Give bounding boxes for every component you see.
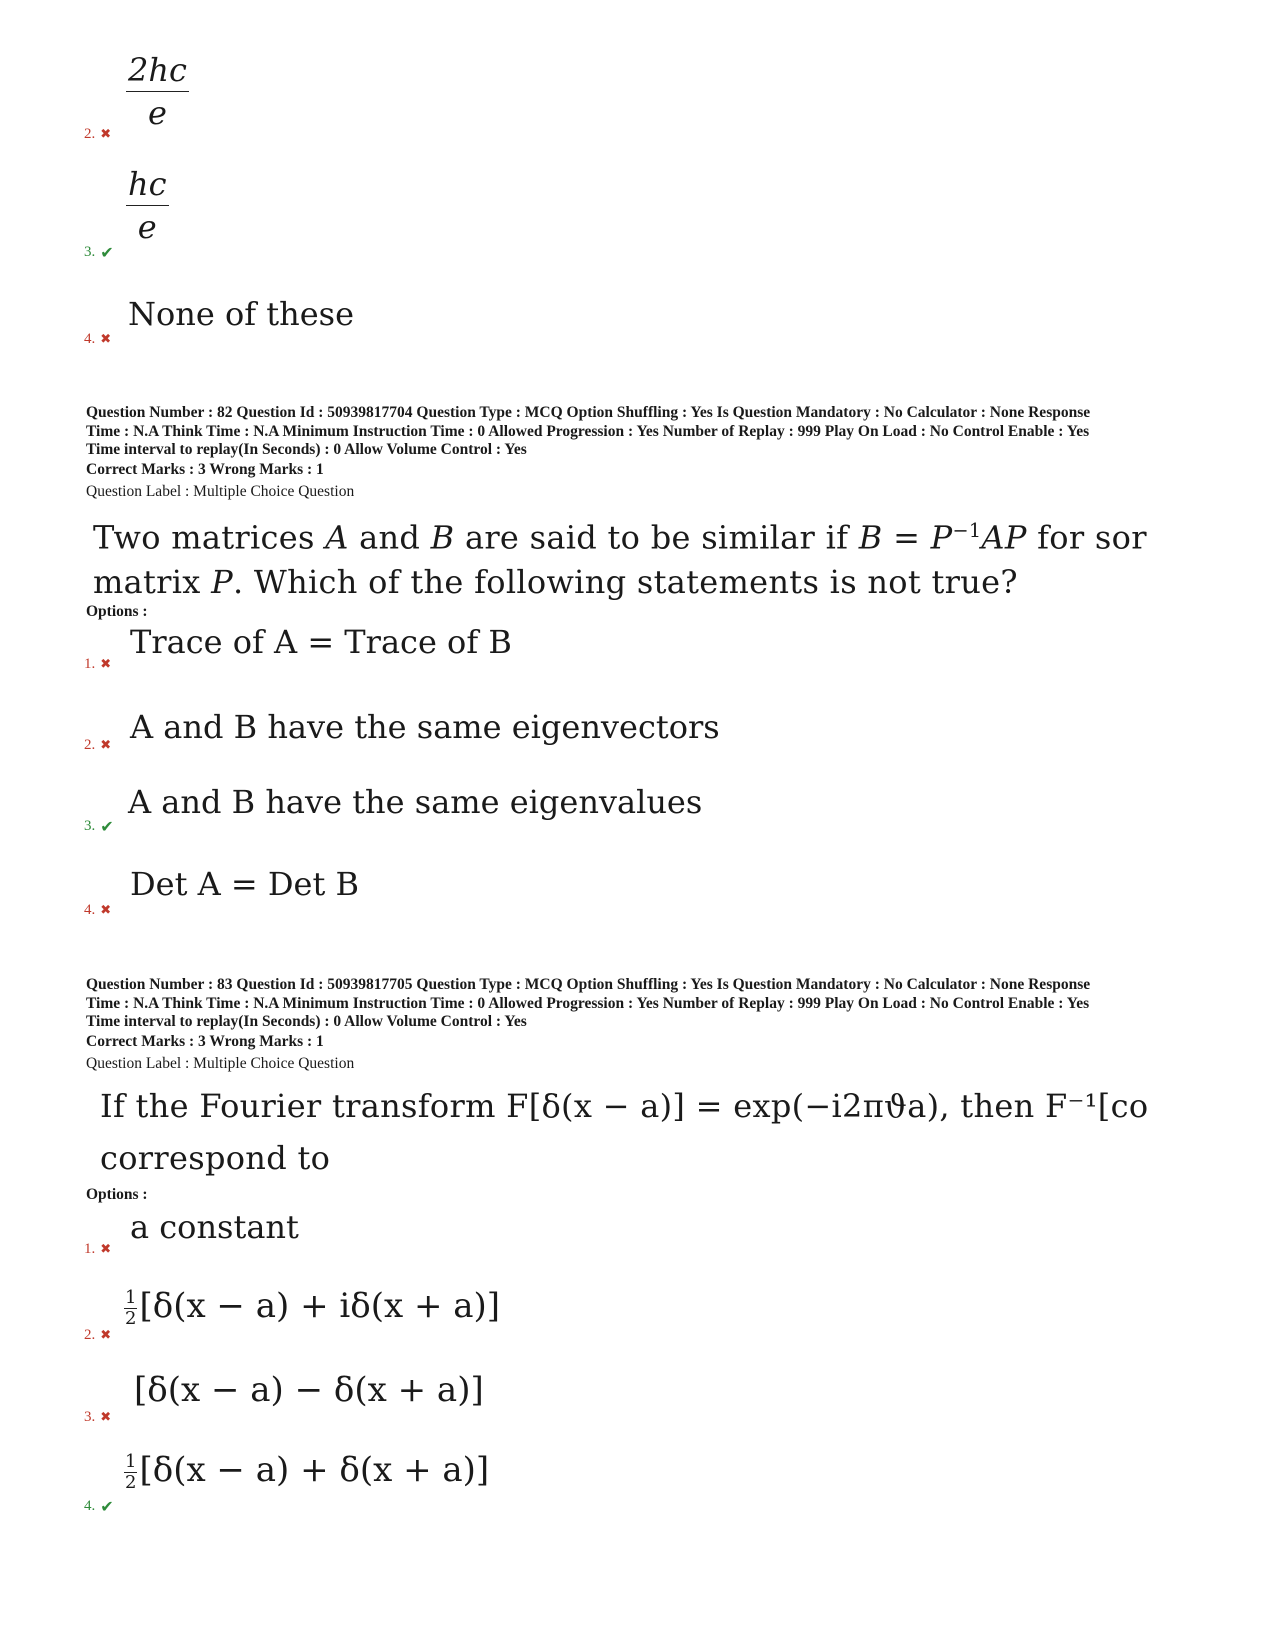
math-var: P <box>211 562 233 601</box>
option-number: 3. <box>84 244 96 260</box>
option-marker <box>84 126 111 143</box>
math-superscript: −1 <box>952 519 982 542</box>
fraction-numerator: hc <box>126 166 169 206</box>
option-marker <box>84 331 111 348</box>
option-number: 4. <box>84 331 96 347</box>
question-line-1: If the Fourier transform F[δ(x − a)] = exp(−i2πϑa), then F⁻¹[co <box>100 1087 1149 1125</box>
cross-icon: ✖ <box>100 657 112 672</box>
option-number: 2. <box>84 1327 96 1343</box>
cross-icon: ✖ <box>100 127 112 142</box>
option-number: 1. <box>84 656 96 672</box>
math-var: AP <box>981 518 1027 557</box>
option-number: 4. <box>84 1498 96 1514</box>
question-text <box>100 1080 1190 1184</box>
question-text <box>93 509 1188 604</box>
meta-line: Time : N.A Think Time : N.A Minimum Instruction Time : 0 Allowed Progression : Yes Number of Replay : 999 Play On Load : No Control Enable : Yes <box>86 422 1090 440</box>
question-line-2: correspond to <box>100 1139 331 1177</box>
marks-info: Correct Marks : 3 Wrong Marks : 1 <box>86 1033 324 1050</box>
option-number: 3. <box>84 818 96 834</box>
fraction-denominator: e <box>147 93 167 132</box>
question-line-2: matrix P. Which of the following statements is not true? <box>93 562 1018 601</box>
option-marker <box>84 902 111 919</box>
option-3-text: [δ(x − a) − δ(x + a)] <box>134 1370 484 1410</box>
option-3-text: A and B have the same eigenvalues <box>128 783 703 821</box>
option-2-text: [δ(x − a) + iδ(x + a)] <box>139 1286 501 1326</box>
check-icon: ✔ <box>100 243 114 262</box>
option-2-text: A and B have the same eigenvectors <box>130 708 720 746</box>
option-marker <box>84 817 114 836</box>
cross-icon: ✖ <box>100 738 112 753</box>
option-number: 1. <box>84 1241 96 1257</box>
cross-icon: ✖ <box>100 1242 112 1257</box>
math-var: B <box>430 518 455 557</box>
check-icon: ✔ <box>100 817 114 836</box>
option-4-text: None of these <box>128 295 355 333</box>
option-4-text: [δ(x − a) + δ(x + a)] <box>139 1450 490 1490</box>
cross-icon: ✖ <box>100 903 112 918</box>
option-4-text: Det A = Det B <box>130 865 360 903</box>
question-label: Question Label : Multiple Choice Question <box>86 483 355 500</box>
option-3-fraction <box>126 166 169 246</box>
cross-icon: ✖ <box>100 1328 112 1343</box>
marks-info: Correct Marks : 3 Wrong Marks : 1 <box>86 461 324 478</box>
option-number: 4. <box>84 902 96 918</box>
fraction-denominator: e <box>137 207 157 246</box>
half-fraction: $\frac{1}{2}$ <box>125 1450 137 1493</box>
math-var: B <box>858 518 883 557</box>
math-var: P <box>930 518 953 557</box>
question-meta <box>86 976 1196 1032</box>
fraction-numerator: 2hc <box>126 52 189 92</box>
option-marker <box>84 243 114 262</box>
option-number: 2. <box>84 737 96 753</box>
option-marker <box>84 1497 114 1516</box>
meta-line: Time interval to replay(In Seconds) : 0 Allow Volume Control : Yes <box>86 1013 527 1030</box>
option-marker <box>84 737 111 754</box>
question-line-1: Two matrices A and B are said to be similar if $B = P^{-1}AP$ for sor <box>93 518 1147 557</box>
question-label: Question Label : Multiple Choice Question <box>86 1055 355 1072</box>
option-1-text: Trace of A = Trace of B <box>130 623 512 661</box>
option-1-text: a constant <box>130 1208 299 1246</box>
meta-line: Time interval to replay(In Seconds) : 0 Allow Volume Control : Yes <box>86 441 527 458</box>
option-marker <box>84 1241 111 1258</box>
options-label: Options : <box>86 603 148 620</box>
meta-line: Question Number : 82 Question Id : 50939817704 Question Type : MCQ Option Shuffling : Yes Is Question Mandatory : No Calculator : None Response <box>86 404 1091 421</box>
question-meta <box>86 404 1196 460</box>
cross-icon: ✖ <box>100 332 112 347</box>
option-4-math <box>124 1450 489 1492</box>
option-number: 3. <box>84 1409 96 1425</box>
option-2-math <box>124 1286 500 1328</box>
meta-line: Question Number : 83 Question Id : 50939817705 Question Type : MCQ Option Shuffling : Yes Is Question Mandatory : No Calculator : None Response <box>86 976 1091 993</box>
option-marker <box>84 656 111 673</box>
check-icon: ✔ <box>100 1497 114 1516</box>
option-marker <box>84 1327 111 1344</box>
option-number: 2. <box>84 126 96 142</box>
math-var: A <box>325 518 349 557</box>
half-fraction: $\frac{1}{2}$ <box>125 1286 137 1329</box>
cross-icon: ✖ <box>100 1410 112 1425</box>
option-marker <box>84 1409 111 1426</box>
meta-line: Time : N.A Think Time : N.A Minimum Instruction Time : 0 Allowed Progression : Yes Number of Replay : 999 Play On Load : No Control Enable : Yes <box>86 994 1090 1012</box>
option-2-fraction <box>126 52 189 132</box>
options-label: Options : <box>86 1186 148 1203</box>
